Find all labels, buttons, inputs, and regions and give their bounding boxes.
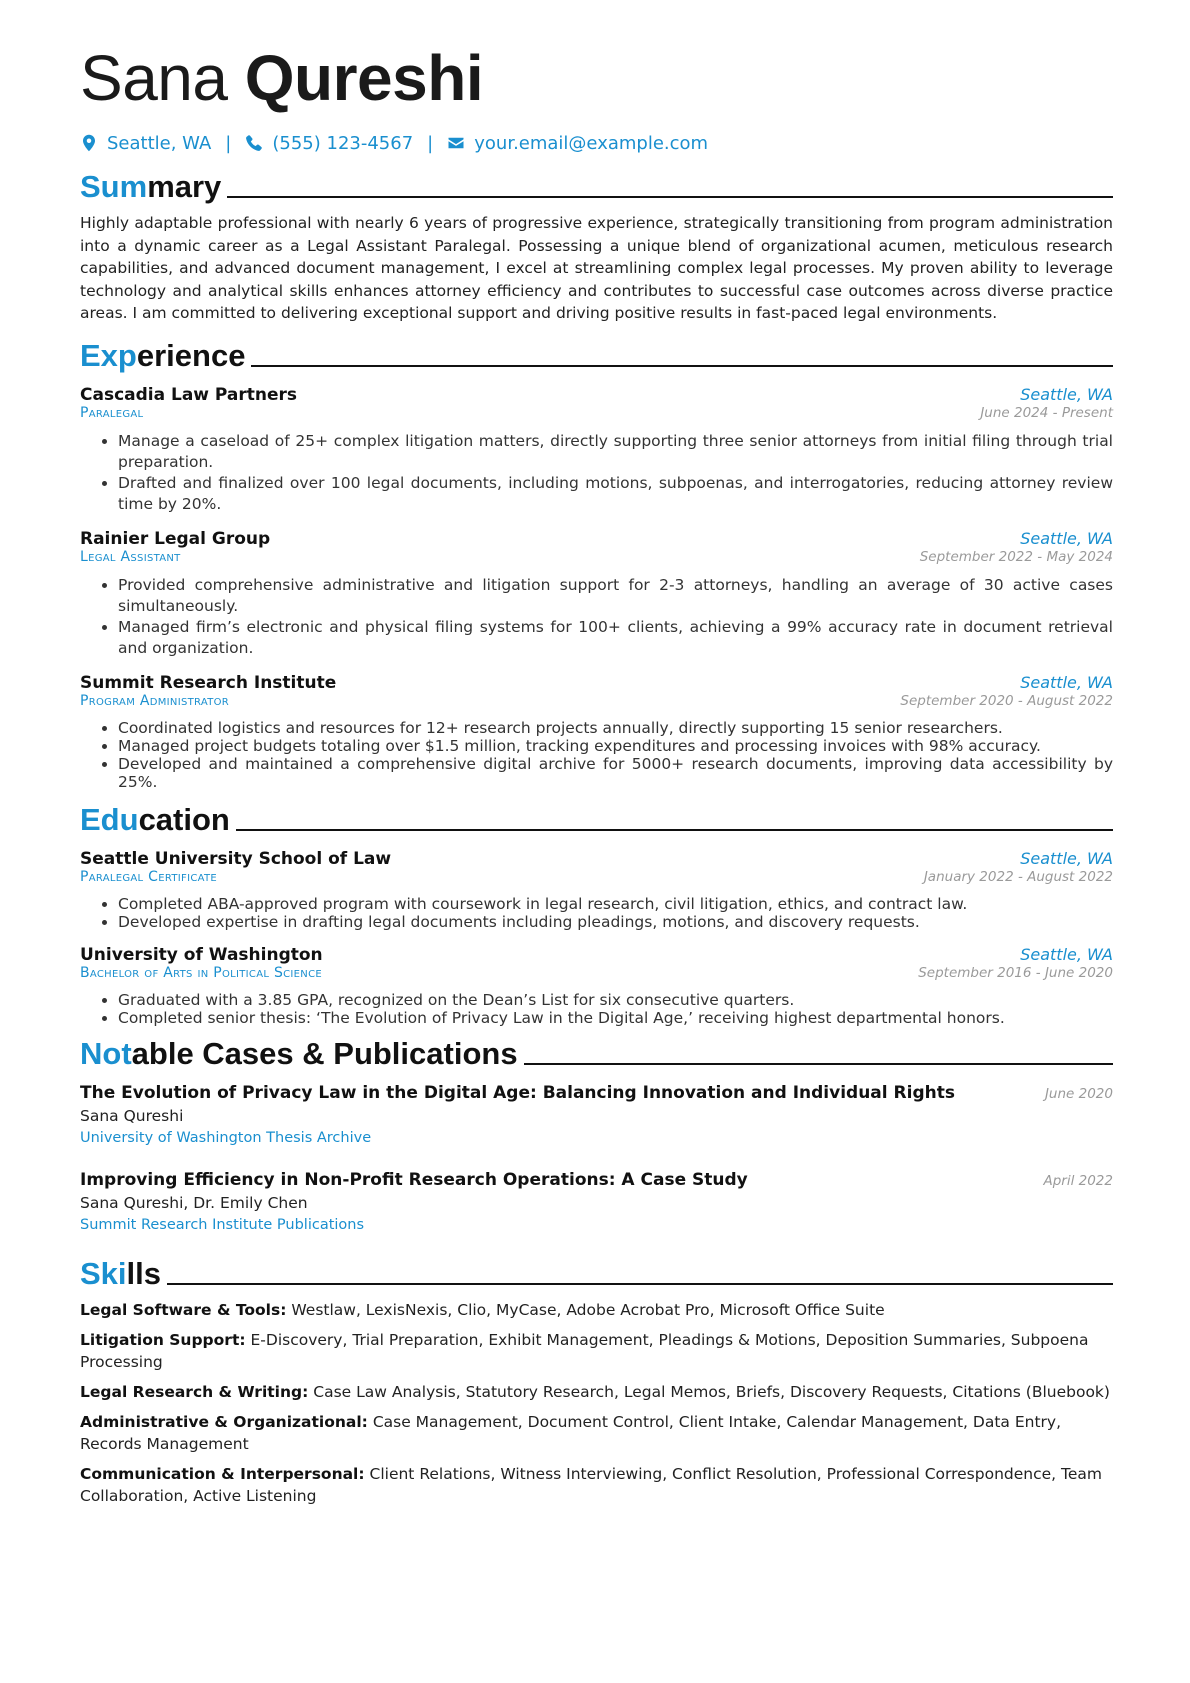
entry-bullets — [80, 719, 1113, 791]
entry-location: Seattle, WA — [1020, 944, 1113, 964]
bullet-item: • Coordinated logistics and resources for 12+ research projects annually, directly supporting 15 senior researchers. — [118, 719, 1113, 737]
publication-title: The Evolution of Privacy Law in the Digital Age: Balancing Innovation and Individual Rights — [80, 1082, 955, 1103]
contact-email[interactable] — [447, 133, 708, 154]
bullet-item: • Manage a caseload of 25+ complex litigation matters, directly supporting three senior attorneys from initial filing through trial preparation. — [118, 431, 1113, 473]
entry-role: Legal Assistant — [80, 548, 181, 565]
skill-category: Legal Research & Writing: — [80, 1382, 309, 1401]
entry-dates: January 2022 - August 2022 — [923, 868, 1113, 885]
skill-values: Client Relations, Witness Interviewing, Conflict Resolution, Professional Correspondence, Team Collaboration, Active Listening — [80, 1464, 1102, 1505]
section-rule — [251, 365, 1113, 367]
entry-bullets — [80, 575, 1113, 659]
section-title: Skills — [80, 1255, 161, 1291]
entry-location: Seattle, WA — [1020, 528, 1113, 548]
phone-text: (555) 123-4567 — [272, 132, 414, 154]
bullet-item: • Provided comprehensive administrative and litigation support for 2-3 attorneys, handling an average of 30 active cases simultaneously. — [118, 575, 1113, 617]
publication-date: June 2020 — [1044, 1085, 1113, 1102]
entry-bullets — [80, 895, 1113, 931]
contact-phone[interactable] — [245, 133, 413, 154]
skill-values: Case Law Analysis, Statutory Research, Legal Memos, Briefs, Discovery Requests, Citations (Bluebook) — [313, 1382, 1110, 1401]
publication-entry — [80, 1083, 1113, 1146]
publication-title: Improving Efficiency in Non-Profit Research Operations: A Case Study — [80, 1169, 748, 1190]
bullet-item: • Managed project budgets totaling over $1.5 million, tracking expenditures and processing invoices with 98% accuracy. — [118, 737, 1113, 755]
entry-dates: June 2024 - Present — [980, 404, 1113, 421]
entry-org: Cascadia Law Partners — [80, 384, 298, 405]
last-name: Qureshi — [244, 42, 484, 114]
map-pin-icon — [80, 134, 98, 152]
summary-heading — [80, 168, 1113, 206]
publication-date: April 2022 — [1043, 1172, 1113, 1189]
experience-entry — [80, 385, 1113, 515]
phone-icon — [245, 134, 263, 152]
skill-values: E-Discovery, Trial Preparation, Exhibit Management, Pleadings & Motions, Deposition Summaries, Subpoena Processing — [80, 1330, 1089, 1371]
bullet-item: • Completed ABA-approved program with coursework in legal research, civil litigation, ethics, and contract law. — [118, 895, 1113, 913]
publication-venue[interactable]: Summit Research Institute Publications — [80, 1216, 365, 1233]
publication-authors: Sana Qureshi — [80, 1106, 184, 1125]
entry-dates: September 2016 - June 2020 — [918, 964, 1113, 981]
entry-location: Seattle, WA — [1020, 384, 1113, 404]
contact-location — [80, 133, 211, 154]
entry-org: University of Washington — [80, 944, 323, 965]
candidate-name — [80, 38, 1113, 118]
section-rule — [524, 1063, 1113, 1065]
entry-dates: September 2022 - May 2024 — [919, 548, 1113, 565]
education-entry — [80, 945, 1113, 1027]
entry-role: Paralegal — [80, 404, 144, 421]
entry-role: Paralegal Certificate — [80, 868, 218, 885]
section-rule — [227, 196, 1113, 198]
summary-paragraph: Highly adaptable professional with nearly 6 years of progressive experience, strategically transitioning from program administration into a dynamic career as a Legal Assistant Paralegal. Possessing a unique blend of organizational acumen, meticulous research capabilities, and advanced document management, I excel at streamlining complex legal processes. My proven ability to leverage technology and analytical skills enhances attorney efficiency and contributes to successful case outcomes across diverse practice areas. I am committed to delivering exceptional support and driving positive results in fast-paced legal environments. — [80, 214, 1113, 322]
first-name: Sana — [80, 42, 228, 114]
section-rule — [236, 829, 1113, 831]
bullet-item: • Developed expertise in drafting legal documents including pleadings, motions, and discovery requests. — [118, 913, 1113, 931]
email-text: your.email@example.com — [474, 132, 709, 154]
envelope-icon — [447, 134, 465, 152]
contact-bar — [80, 128, 1113, 158]
entry-bullets — [80, 431, 1113, 515]
publication-venue[interactable]: University of Washington Thesis Archive — [80, 1129, 372, 1146]
section-title: Experience — [80, 337, 246, 373]
section-title: Notable Cases & Publications — [80, 1035, 518, 1071]
section-title: Education — [80, 801, 230, 837]
separator: | — [427, 132, 434, 154]
skill-category: Communication & Interpersonal: — [80, 1464, 365, 1483]
experience-entry — [80, 529, 1113, 659]
skill-line — [80, 1329, 1113, 1373]
skill-values: Westlaw, LexisNexis, Clio, MyCase, Adobe Acrobat Pro, Microsoft Office Suite — [291, 1300, 885, 1319]
publications-heading — [80, 1035, 1113, 1073]
bullet-item: • Drafted and finalized over 100 legal documents, including motions, subpoenas, and interrogatories, reducing attorney review time by 20%. — [118, 473, 1113, 515]
bullet-item: • Managed firm’s electronic and physical filing systems for 100+ clients, achieving a 99% accuracy rate in document retrieval and organization. — [118, 617, 1113, 659]
education-entry — [80, 849, 1113, 931]
entry-role: Bachelor of Arts in Political Science — [80, 964, 322, 981]
entry-org: Seattle University School of Law — [80, 848, 392, 869]
bullet-item: • Graduated with a 3.85 GPA, recognized on the Dean’s List for six consecutive quarters. — [118, 991, 1113, 1009]
entry-org: Rainier Legal Group — [80, 528, 271, 549]
publication-authors: Sana Qureshi, Dr. Emily Chen — [80, 1193, 308, 1212]
skill-line — [80, 1411, 1113, 1455]
publication-entry — [80, 1170, 1113, 1233]
entry-location: Seattle, WA — [1020, 848, 1113, 868]
skill-line — [80, 1463, 1113, 1507]
bullet-item: • Completed senior thesis: ‘The Evolution of Privacy Law in the Digital Age,’ receiving highest departmental honors. — [118, 1009, 1113, 1027]
skills-heading — [80, 1255, 1113, 1293]
skill-category: Legal Software & Tools: — [80, 1300, 287, 1319]
entry-bullets — [80, 991, 1113, 1027]
entry-role: Program Administrator — [80, 692, 230, 709]
experience-heading — [80, 337, 1113, 375]
section-rule — [167, 1283, 1113, 1285]
entry-dates: September 2020 - August 2022 — [900, 692, 1113, 709]
experience-entry — [80, 673, 1113, 791]
entry-location: Seattle, WA — [1020, 672, 1113, 692]
skill-line — [80, 1381, 1113, 1403]
skill-category: Administrative & Organizational: — [80, 1412, 368, 1431]
bullet-item: • Developed and maintained a comprehensive digital archive for 5000+ research documents, improving data accessibility by 25%. — [118, 755, 1113, 791]
separator: | — [225, 132, 232, 154]
entry-org: Summit Research Institute — [80, 672, 337, 693]
location-text: Seattle, WA — [107, 132, 212, 154]
skill-category: Litigation Support: — [80, 1330, 246, 1349]
section-title: Summary — [80, 169, 222, 204]
skill-line — [80, 1299, 1113, 1321]
education-heading — [80, 801, 1113, 839]
skill-values: Case Management, Document Control, Client Intake, Calendar Management, Data Entry, Records Management — [80, 1412, 1062, 1453]
